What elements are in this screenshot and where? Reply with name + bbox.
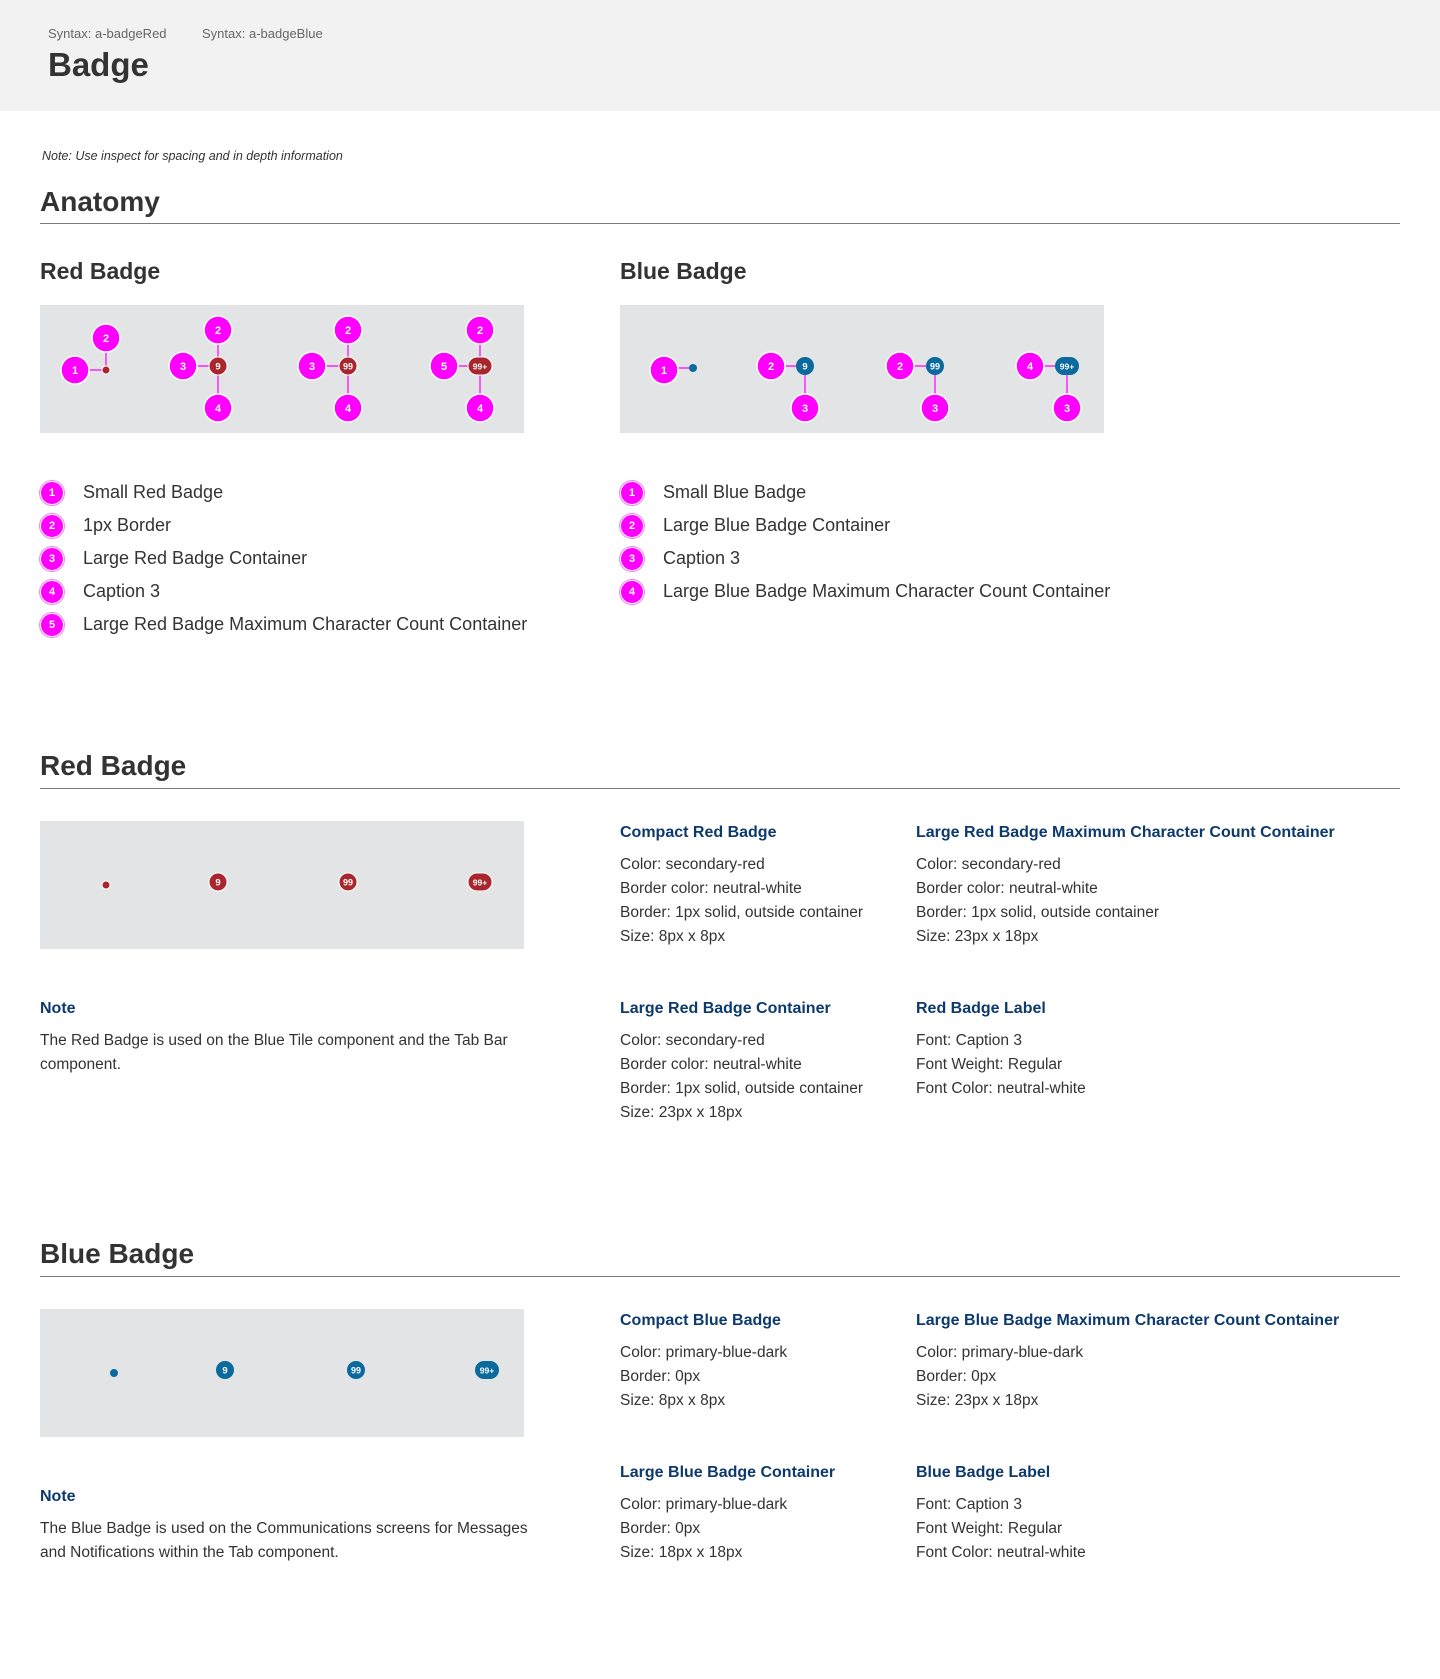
spec-line: Size: 23px x 18px (916, 1392, 1039, 1409)
callout-number: 3 (801, 403, 809, 415)
spec-title: Blue Badge Label (916, 1464, 1051, 1481)
callout-number: 2 (896, 361, 904, 373)
callout-number: 1 (40, 481, 64, 505)
callout-number: 4 (620, 580, 644, 604)
spec-line: Font Weight: Regular (916, 1056, 1063, 1073)
spec-line: Color: primary-blue-dark (620, 1496, 788, 1513)
callout-number: 4 (344, 403, 352, 415)
callout-number: 2 (214, 325, 222, 337)
callout-number: 3 (179, 361, 187, 373)
callout-number: 1 (620, 481, 644, 505)
spec-line: Color: primary-blue-dark (916, 1344, 1084, 1361)
spec-line: Font Weight: Regular (916, 1520, 1063, 1537)
spec-line: Border: 0px (916, 1368, 997, 1385)
blue-badge-99-label: 99 (929, 361, 941, 372)
legend-item (40, 608, 527, 641)
blue-badge-9-label: 9 (802, 361, 808, 373)
spec-line: Color: primary-blue-dark (620, 1344, 788, 1361)
spec-line: Font Color: neutral-white (916, 1080, 1086, 1097)
small-blue-badge (110, 1369, 118, 1377)
callout-number: 4 (476, 403, 484, 415)
spec-line: Border: 1px solid, outside container (916, 904, 1159, 921)
page-title: Badge (48, 46, 149, 83)
spec-line: Border: 1px solid, outside container (620, 1080, 863, 1097)
legend-label: Caption 3 (663, 548, 741, 568)
note-title: Note (40, 1000, 76, 1017)
callout-number: 2 (344, 325, 352, 337)
spec-line: Font: Caption 3 (916, 1032, 1022, 1049)
anatomy-heading: Anatomy (40, 186, 160, 217)
blue-section-heading: Blue Badge (40, 1238, 195, 1269)
callout-number: 1 (660, 365, 668, 377)
spec-title: Large Red Badge Maximum Character Count Container (916, 824, 1335, 841)
anatomy-divider (40, 223, 1400, 224)
callout-number: 3 (308, 361, 316, 373)
spec-line: Border: 1px solid, outside container (620, 904, 863, 921)
red-badge-examples (40, 821, 524, 949)
blue-badge-99-label: 99 (350, 1365, 362, 1376)
spec-line: Font: Caption 3 (916, 1496, 1022, 1513)
legend-item (620, 575, 1110, 608)
red-anatomy-diagram (40, 305, 524, 433)
red-anatomy-legend (40, 476, 527, 641)
spec-large-blue-container (620, 1464, 835, 1565)
small-blue-badge (689, 364, 697, 372)
syntax-blue-label: Syntax: a-badgeBlue (202, 26, 323, 41)
spec-line: Color: secondary-red (620, 856, 765, 873)
spec-title: Compact Red Badge (620, 824, 777, 841)
spec-large-blue-max-container (916, 1312, 1339, 1413)
spec-line: Size: 23px x 18px (620, 1104, 743, 1121)
spec-line: Size: 8px x 8px (620, 928, 726, 945)
spec-title: Large Red Badge Container (620, 1000, 831, 1017)
spec-line: Border color: neutral-white (620, 880, 802, 897)
callout-number: 3 (1063, 403, 1071, 415)
legend-label: 1px Border (83, 515, 172, 535)
legend-item (40, 575, 527, 608)
callout-number: 2 (476, 325, 484, 337)
red-section-heading: Red Badge (40, 750, 187, 781)
spec-blue-badge-label (916, 1464, 1086, 1565)
callout-number: 2 (620, 514, 644, 538)
callout-number: 3 (40, 547, 64, 571)
spec-line: Border color: neutral-white (916, 880, 1098, 897)
red-badge-99-label: 99 (342, 361, 354, 372)
spec-title: Compact Blue Badge (620, 1312, 781, 1329)
blue-anatomy-legend (620, 476, 1110, 608)
blue-anatomy-diagram (620, 305, 1104, 433)
spec-large-red-container (620, 1000, 863, 1125)
legend-label: Large Blue Badge Container (663, 515, 891, 535)
small-red-badge (102, 366, 110, 374)
legend-label: Small Blue Badge (663, 482, 807, 502)
spec-large-red-max-container (916, 824, 1335, 949)
blue-badge-examples (40, 1309, 524, 1437)
spec-line: Border: 0px (620, 1368, 701, 1385)
page-header (0, 0, 1440, 111)
spec-title: Large Blue Badge Maximum Character Count Container (916, 1312, 1340, 1329)
legend-item (40, 509, 527, 542)
anatomy-blue-heading: Blue Badge (620, 258, 747, 284)
red-badge-99plus-label: 99+ (472, 361, 488, 372)
red-badge-9-label: 9 (215, 361, 221, 373)
spec-line: Size: 8px x 8px (620, 1392, 726, 1409)
blue-section-divider (40, 1276, 1400, 1277)
red-badge-99-label: 99 (342, 877, 354, 888)
legend-label: Large Blue Badge Maximum Character Count Container (663, 581, 1111, 601)
blue-badge-99plus-label: 99+ (1059, 361, 1075, 372)
callout-number: 2 (767, 361, 775, 373)
spec-line: Size: 23px x 18px (916, 928, 1039, 945)
legend-label: Large Red Badge Container (83, 548, 308, 568)
inspect-note: Note: Use inspect for spacing and in depth information (42, 149, 343, 163)
callout-number: 4 (40, 580, 64, 604)
legend-item (620, 542, 1110, 575)
spec-line: Size: 18px x 18px (620, 1544, 743, 1561)
spec-compact-red-badge (620, 824, 863, 949)
callout-number: 4 (214, 403, 222, 415)
spec-title: Large Blue Badge Container (620, 1464, 836, 1481)
callout-number: 5 (440, 361, 448, 373)
spec-red-badge-label (916, 1000, 1086, 1101)
note-text: The Blue Badge is used on the Communications screens for Messages and Notifications within the Tab component. (40, 1520, 528, 1561)
blue-badge-99plus-label: 99+ (479, 1365, 495, 1376)
note-text: The Red Badge is used on the Blue Tile component and the Tab Bar component. (40, 1032, 508, 1073)
spec-line: Border color: neutral-white (620, 1056, 802, 1073)
anatomy-red-heading: Red Badge (40, 258, 161, 284)
callout-number: 1 (71, 365, 79, 377)
spec-line: Border: 0px (620, 1520, 701, 1537)
legend-item (620, 509, 1110, 542)
blue-badge-9-label: 9 (222, 1365, 228, 1377)
red-badge-note (40, 1000, 540, 1077)
callout-number: 3 (931, 403, 939, 415)
legend-item (620, 476, 1110, 509)
spec-title: Red Badge Label (916, 1000, 1046, 1017)
syntax-red-label: Syntax: a-badgeRed (48, 26, 167, 41)
spec-compact-blue-badge (620, 1312, 787, 1413)
blue-badge-note (40, 1488, 540, 1565)
note-title: Note (40, 1488, 76, 1505)
callout-number: 3 (620, 547, 644, 571)
legend-label: Large Red Badge Maximum Character Count Container (83, 614, 528, 634)
red-badge-9-label: 9 (215, 877, 221, 889)
callout-number: 4 (1026, 361, 1034, 373)
legend-item (40, 542, 527, 575)
spec-line: Color: secondary-red (620, 1032, 765, 1049)
red-badge-99plus-label: 99+ (472, 877, 488, 888)
callout-number: 5 (40, 613, 64, 637)
legend-label: Small Red Badge (83, 482, 224, 502)
small-red-badge (102, 881, 110, 889)
spec-line: Font Color: neutral-white (916, 1544, 1086, 1561)
callout-number: 2 (40, 514, 64, 538)
legend-item (40, 476, 527, 509)
legend-label: Caption 3 (83, 581, 161, 601)
spec-line: Color: secondary-red (916, 856, 1061, 873)
callout-number: 2 (102, 333, 110, 345)
red-section-divider (40, 788, 1400, 789)
